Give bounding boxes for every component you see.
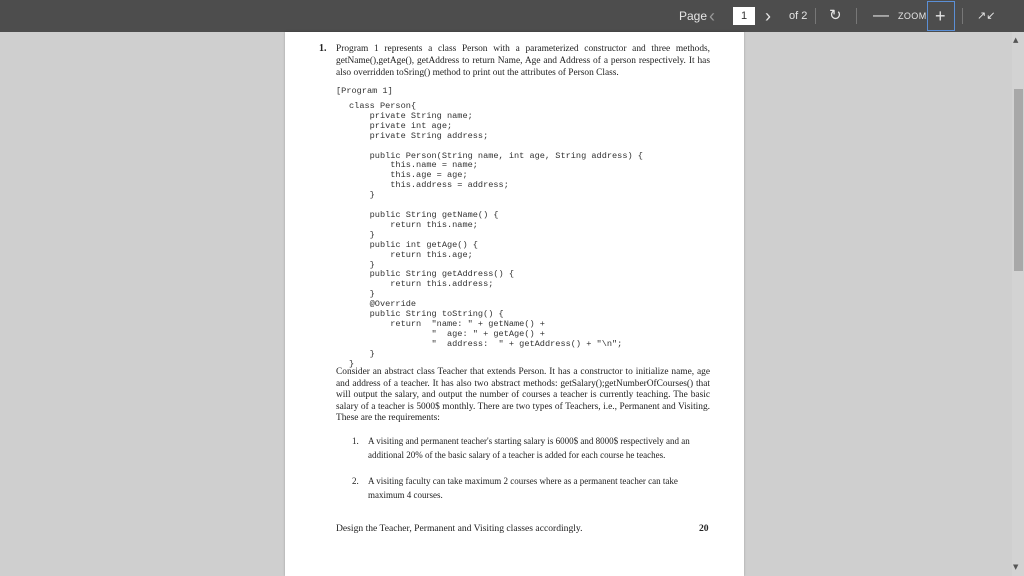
list-item (352, 434, 710, 462)
toolbar-divider (856, 8, 857, 24)
pdf-toolbar (0, 0, 1024, 32)
list-item-text: A visiting and permanent teacher's starting salary is 6000$ and 8000$ respectively and an additional 20% of the basic salary of a teacher is added for each course he teaches. (368, 436, 690, 460)
marks-value: 20 (699, 523, 709, 534)
scroll-up-icon[interactable]: ▲ (1013, 36, 1019, 44)
page-number-input[interactable]: 1 (733, 7, 755, 25)
toolbar-divider (962, 8, 963, 24)
list-item-number: 2. (352, 476, 359, 486)
list-item (352, 474, 710, 502)
previous-page-icon[interactable]: ‹ (709, 6, 715, 26)
zoom-out-icon[interactable]: — (873, 7, 889, 24)
scrollbar-thumb[interactable] (1014, 89, 1023, 271)
design-instruction: Design the Teacher, Permanent and Visiting classes accordingly. (336, 523, 583, 534)
teacher-paragraph: Consider an abstract class Teacher that extends Person. It has a constructor to initialize name, age and address of a teacher. It has also two abstract methods: getSalary();getNumberOfCourses() that will output the salary, and output the number of courses a teacher is currently teaching. The basic salary of a teacher is 5000$ monthly. There are two types of Teachers, i.e., Permanent and Visiting. These are the requirements: (336, 367, 710, 424)
list-item-text: A visiting faculty can take maximum 2 courses where as a permanent teacher can take maximum 4 courses. (368, 476, 678, 500)
page-count-label: of 2 (789, 10, 808, 22)
document-page (285, 32, 744, 576)
toolbar-divider (815, 8, 816, 24)
code-listing: class Person{ private String name; private int age; private String address; public Person(String name, int age, String address) { this.name = name; this.age = age; this.address = address; } public String getName() { return this.name; } public int getAge() { return this.age; } public String getAddress() { return this.address; } @Override public String toString() { return "name: " + getName() + " age: " + getAge() + " address: " + getAddress() + "\n"; } } (349, 101, 643, 369)
requirements-list (352, 434, 710, 514)
next-page-icon[interactable]: › (765, 6, 771, 26)
list-item-number: 1. (352, 436, 359, 446)
zoom-in-icon[interactable]: + (935, 6, 946, 26)
question-number: 1. (319, 43, 327, 54)
rotate-icon[interactable]: ↻ (829, 7, 842, 24)
page-label: Page (679, 9, 708, 23)
collapse-icon[interactable]: ↗↙ (977, 10, 996, 22)
scroll-down-icon[interactable]: ▼ (1013, 563, 1019, 571)
question-text: Program 1 represents a class Person with a parameterized constructor and three methods, getName(),getAge(), getAddress to return Name, Age and Address of a person respectively. It has also overridden toSring() method to print out the attributes of Person Class. (336, 44, 710, 79)
program-label: [Program 1] (336, 86, 393, 96)
zoom-label: ZOOM (898, 11, 927, 21)
